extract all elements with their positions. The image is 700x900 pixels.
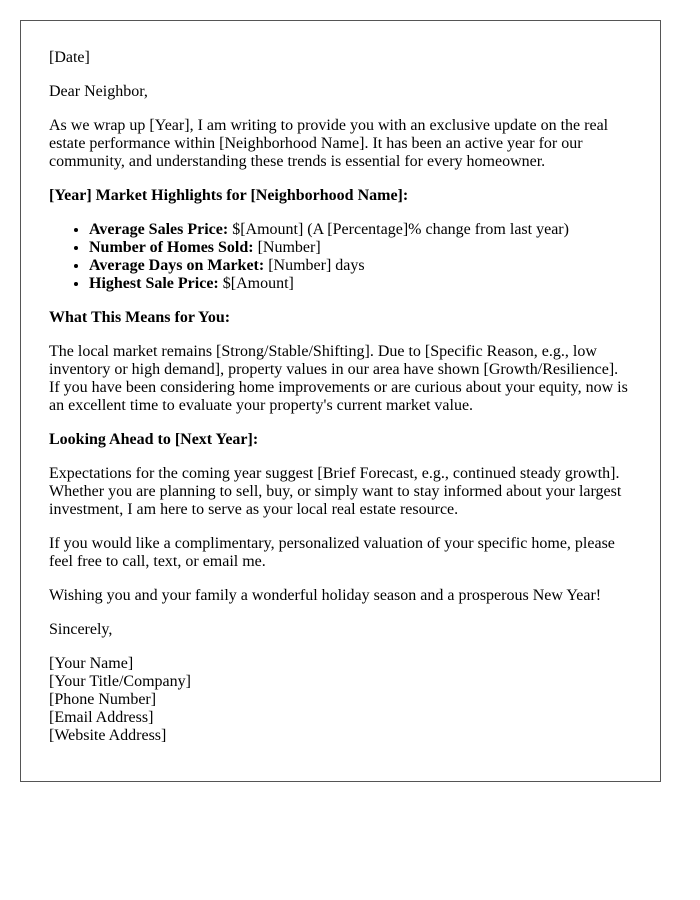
highlight-value: [Number] (253, 239, 321, 256)
valuation-paragraph: If you would like a complimentary, personalized valuation of your specific home, please feel free to call, text, or email me. (49, 535, 615, 570)
list-item (89, 221, 632, 239)
signature-website: [Website Address] (49, 727, 167, 744)
highlight-label: Highest Sale Price: (89, 275, 219, 292)
signature-name: [Your Name] (49, 655, 134, 672)
list-item (89, 257, 632, 275)
highlight-label: Number of Homes Sold: (89, 239, 254, 256)
signature-phone: [Phone Number] (49, 691, 157, 708)
ahead-paragraph: Expectations for the coming year suggest [Brief Forecast, e.g., continued steady growth]. Whether you are planning to sell, buy, or simply want to stay informed about your largest investment, I am here to serve as your local real estate resource. (49, 465, 622, 518)
closing: Sincerely, (49, 621, 113, 638)
date: [Date] (49, 49, 90, 66)
intro-paragraph: As we wrap up [Year], I am writing to provide you with an exclusive update on the real estate performance within [Neighborhood Name]. It has been an active year for our community, and understanding these trends is essential for every homeowner. (49, 117, 609, 170)
wishes-paragraph: Wishing you and your family a wonderful holiday season and a prosperous New Year! (49, 587, 602, 604)
list-item (89, 239, 632, 257)
letter (20, 20, 661, 782)
highlight-value: [Number] days (264, 257, 365, 274)
means-heading-text: What This Means for You: (49, 309, 231, 326)
highlights-list (49, 221, 632, 293)
highlight-label: Average Days on Market: (89, 257, 265, 274)
highlights-heading-text: [Year] Market Highlights for [Neighborhood Name]: (49, 187, 409, 204)
ahead-heading-text: Looking Ahead to [Next Year]: (49, 431, 259, 448)
list-item (89, 275, 632, 293)
highlight-value: $[Amount] (A [Percentage]% change from last year) (228, 221, 569, 238)
signature-block (49, 655, 632, 745)
means-paragraph: The local market remains [Strong/Stable/Shifting]. Due to [Specific Reason, e.g., low inventory or high demand], property values in our area have shown [Growth/Resilience]. If you have been considering home improvements or are curious about your equity, now is an excellent time to evaluate your property's current market value. (49, 343, 628, 414)
means-heading (49, 309, 632, 327)
signature-title: [Your Title/Company] (49, 673, 191, 690)
ahead-heading (49, 431, 632, 449)
highlight-value: $[Amount] (218, 275, 294, 292)
signature-email: [Email Address] (49, 709, 154, 726)
highlight-label: Average Sales Price: (89, 221, 229, 238)
highlights-heading (49, 187, 632, 205)
greeting: Dear Neighbor, (49, 83, 148, 100)
